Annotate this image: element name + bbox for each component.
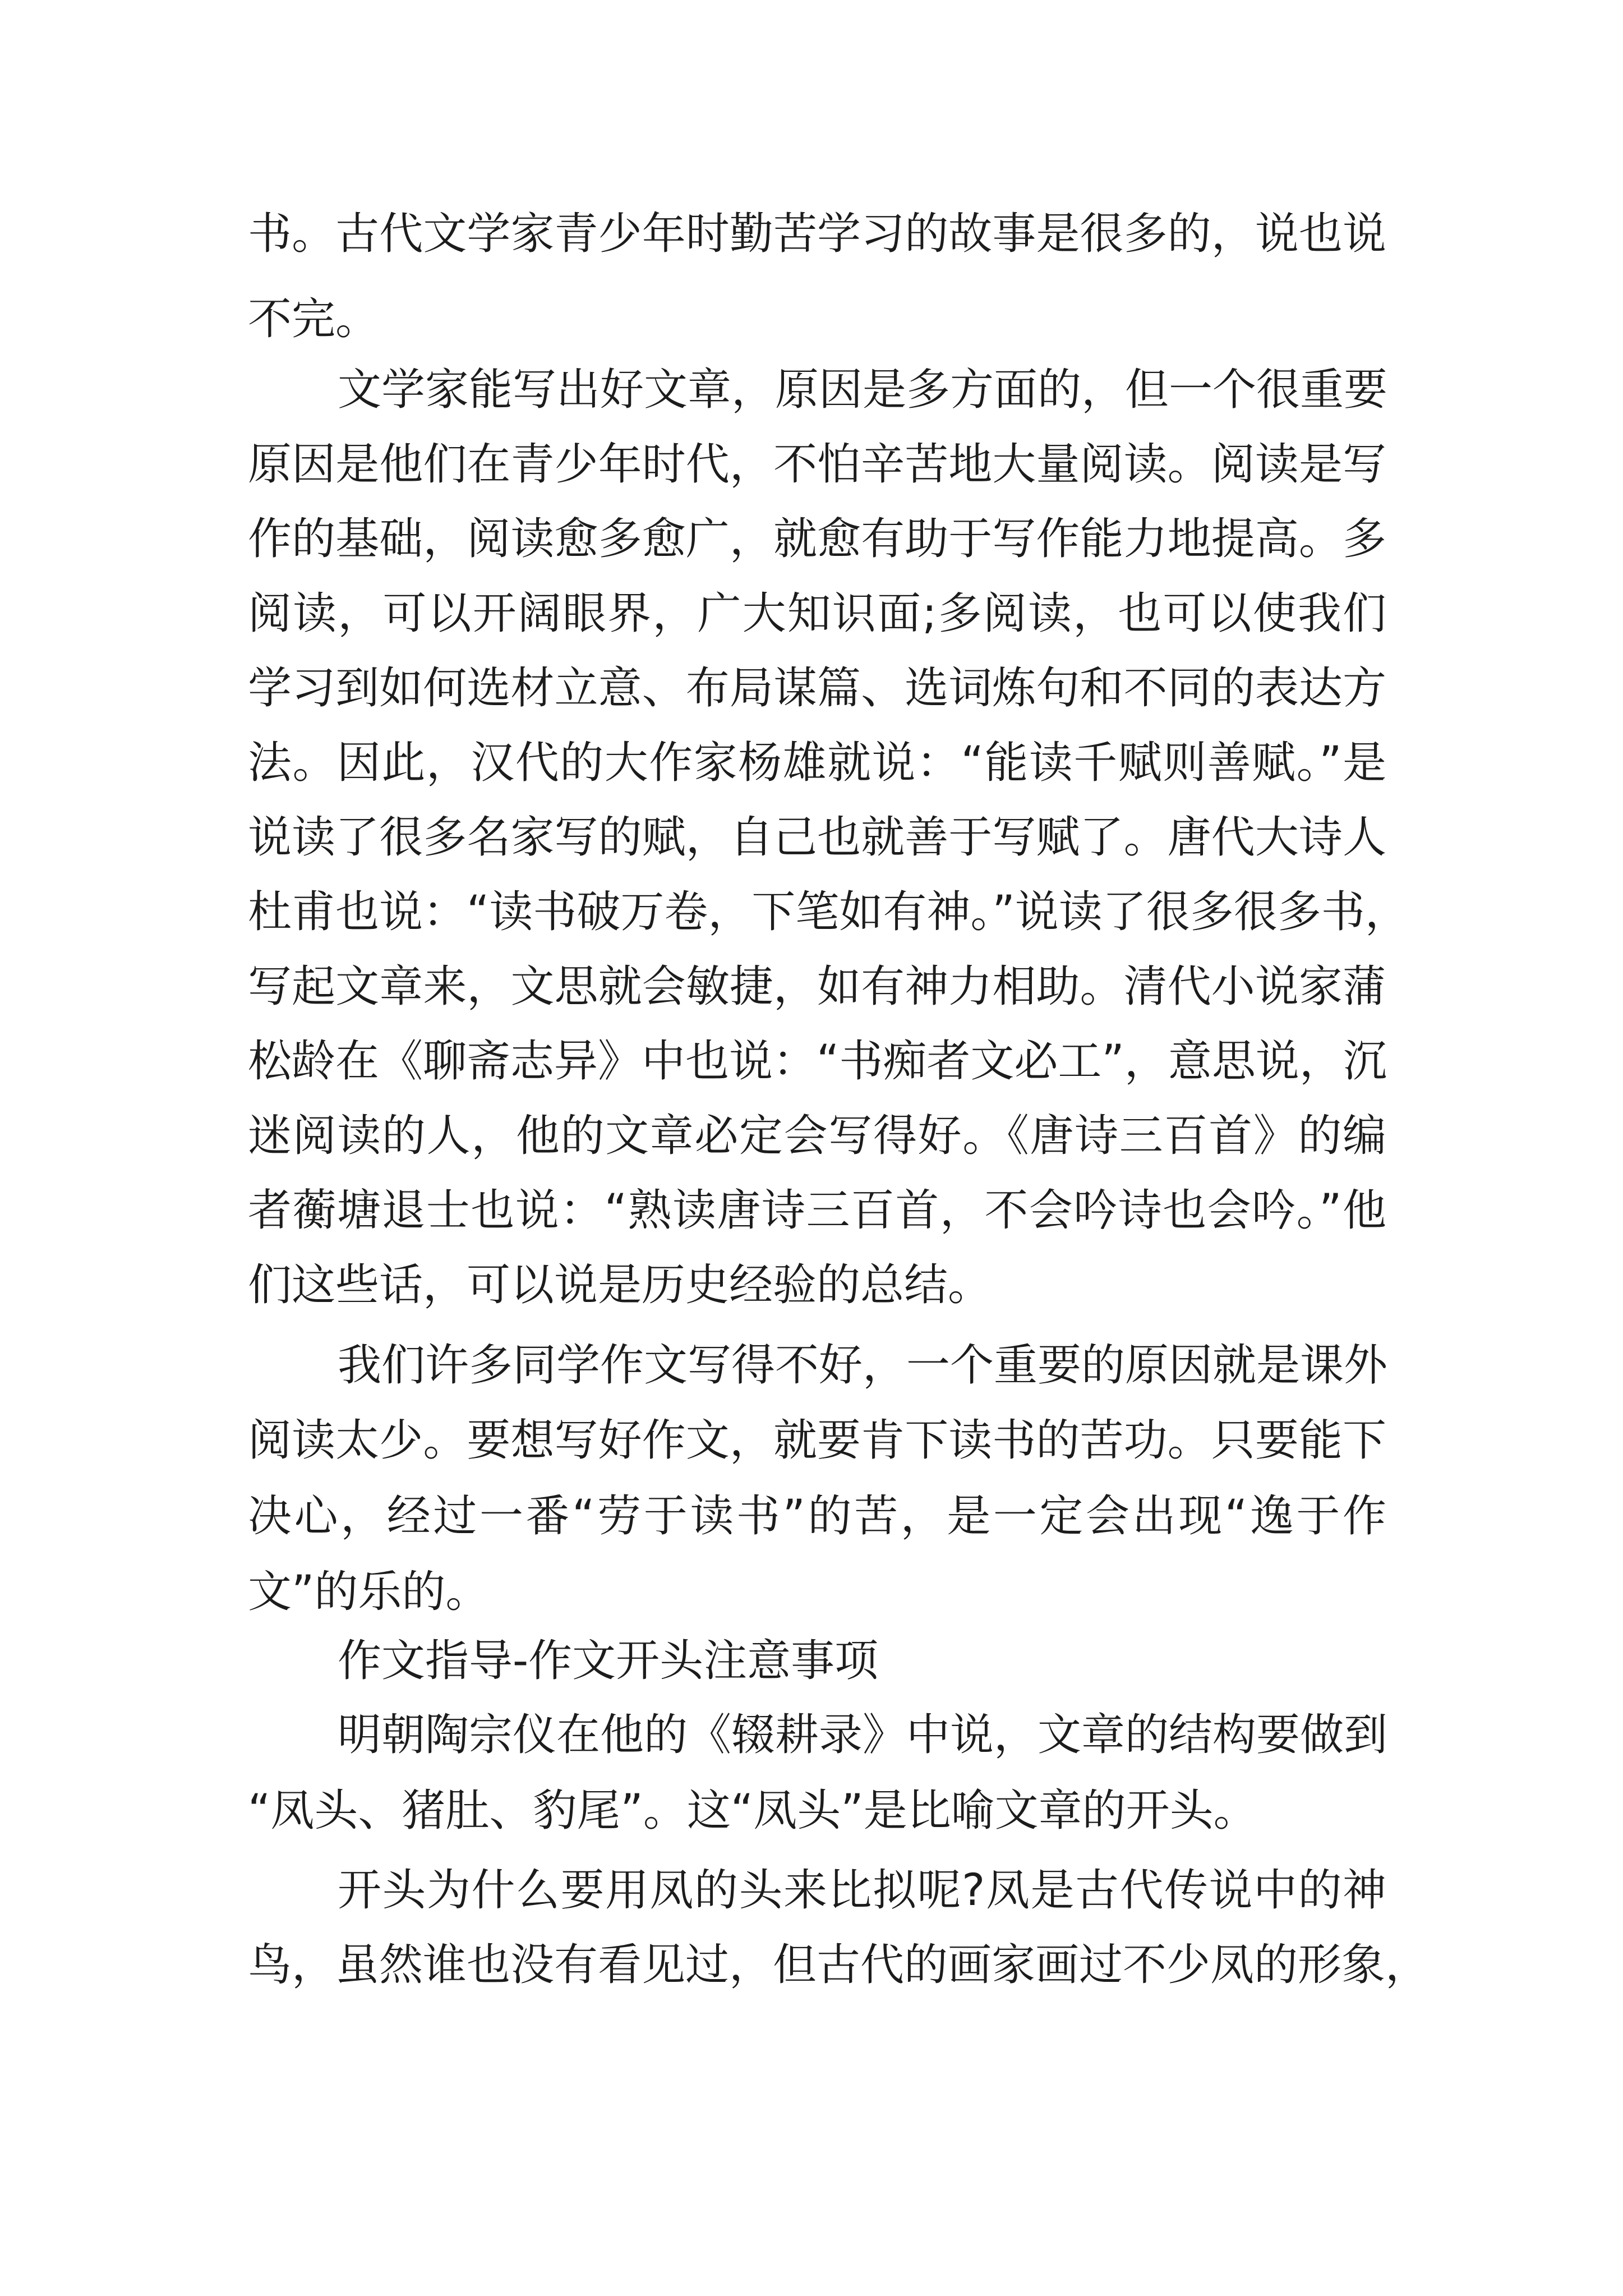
text-line-3: 文学家能写出好文章，原因是多方面的，但一个很重要 xyxy=(338,365,1388,415)
text-line-14: 者蘅塘退士也说：“熟读唐诗三百首，不会吟诗也会吟。”他 xyxy=(248,1185,1386,1236)
text-line-18: 决心，经过一番“劳于读书”的苦，是一定会出现“逸于作 xyxy=(248,1491,1386,1542)
text-line-9: 说读了很多名家写的赋，自己也就善于写赋了。唐代大诗人 xyxy=(248,812,1386,863)
text-line-4: 原因是他们在青少年时代，不怕辛苦地大量阅读。阅读是写 xyxy=(248,439,1386,490)
text-line-24: 鸟，虽然谁也没有看见过，但古代的画家画过不少凤的形象， xyxy=(248,1940,1430,1990)
text-line-7: 学习到如何选材立意、布局谋篇、选词炼句和不同的表达方 xyxy=(248,663,1386,714)
text-line-19: 文”的乐的。 xyxy=(248,1567,490,1617)
text-line-10: 杜甫也说：“读书破万卷，下笔如有神。”说读了很多很多书， xyxy=(248,887,1409,937)
text-line-16: 我们许多同学作文写得不好，一个重要的原因就是课外 xyxy=(338,1340,1388,1391)
text-line-11: 写起文章来，文思就会敏捷，如有神力相助。清代小说家蒲 xyxy=(248,961,1386,1012)
section-heading: 作文指导-作文开头注意事项 xyxy=(338,1636,879,1686)
text-line-13: 迷阅读的人，他的文章必定会写得好。《唐诗三百首》的编 xyxy=(248,1111,1386,1161)
text-line-22: “凤头、猪肚、豹尾”。这“凤头”是比喻文章的开头。 xyxy=(248,1786,1257,1836)
text-line-2: 不完。 xyxy=(248,294,380,344)
text-line-1: 书。古代文学家青少年时勤苦学习的故事是很多的，说也说 xyxy=(248,209,1386,259)
text-line-15: 们这些话，可以说是历史经验的总结。 xyxy=(248,1260,992,1310)
text-line-21: 明朝陶宗仪在他的《辍耕录》中说，文章的结构要做到 xyxy=(338,1710,1388,1760)
text-line-12: 松龄在《聊斋志异》中也说：“书痴者文必工”，意思说，沉 xyxy=(248,1036,1387,1087)
text-line-6: 阅读，可以开阔眼界，广大知识面;多阅读，也可以使我们 xyxy=(248,588,1386,639)
text-line-5: 作的基础，阅读愈多愈广，就愈有助于写作能力地提高。多 xyxy=(248,514,1386,564)
text-line-23: 开头为什么要用凤的头来比拟呢?凤是古代传说中的神 xyxy=(338,1865,1386,1916)
text-line-17: 阅读太少。要想写好作文，就要肯下读书的苦功。只要能下 xyxy=(248,1415,1386,1466)
text-line-8: 法。因此，汉代的大作家杨雄就说：“能读千赋则善赋。”是 xyxy=(248,738,1386,788)
